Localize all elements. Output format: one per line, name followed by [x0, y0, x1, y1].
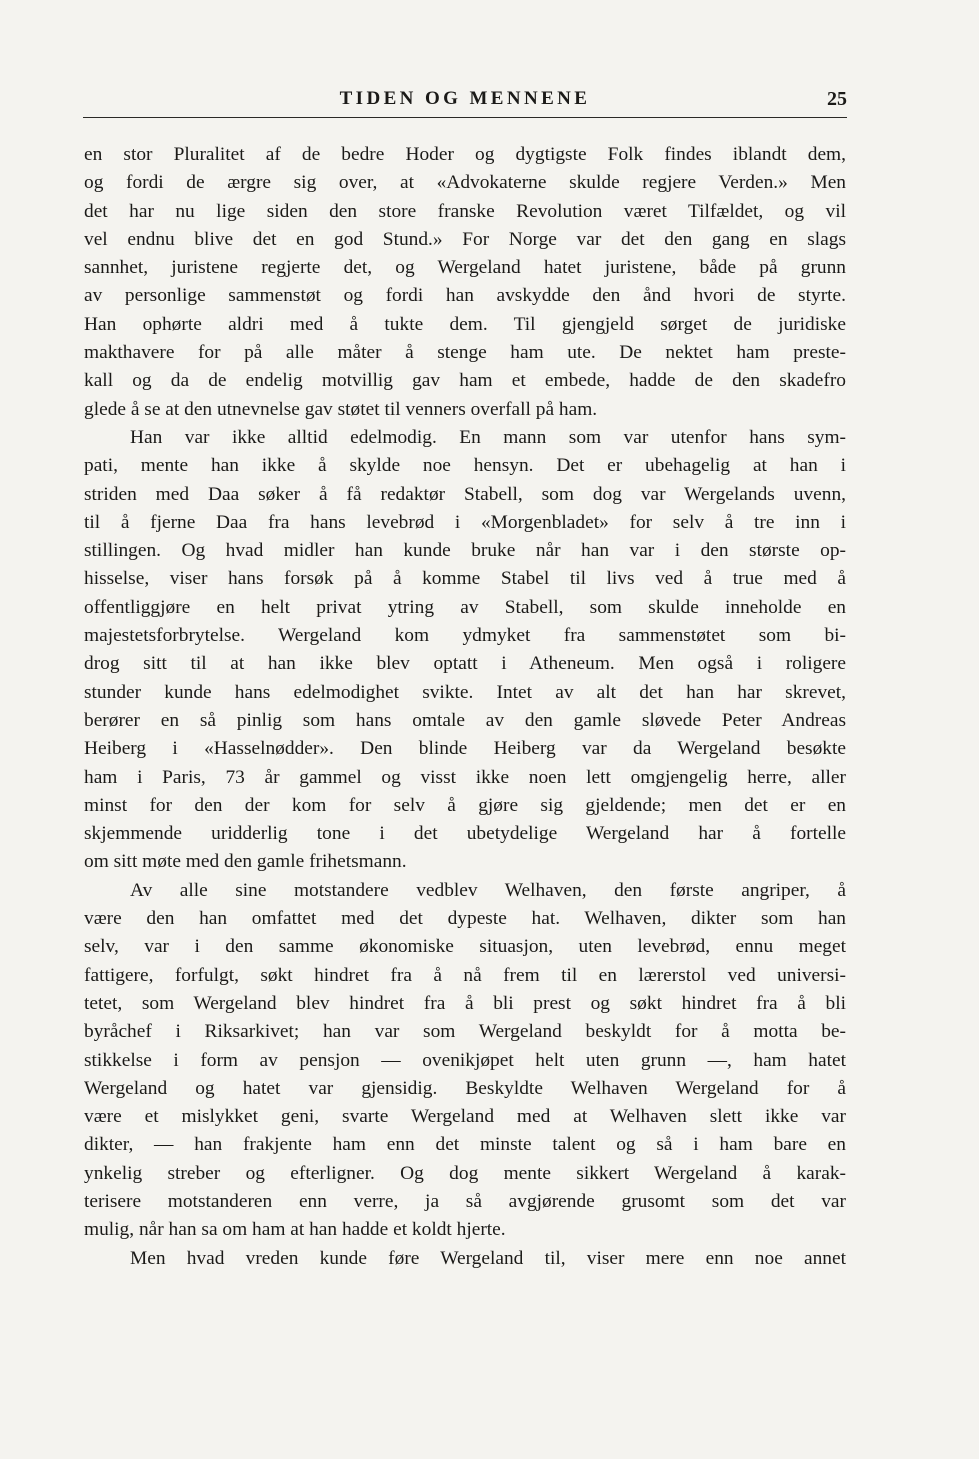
- text-line: Han ophørte aldri med å tukte dem. Til gjengjeld sørget de juridiske: [84, 313, 846, 335]
- text-line: være den han omfattet med det dypeste hat. Welhaven, dikter som han: [84, 908, 846, 930]
- text-line: terisere motstanderen enn verre, ja så avgjørende grusomt som det var: [84, 1190, 846, 1212]
- text-line: pati, mente han ikke å skylde noe hensyn. Det er ubehagelig at han i: [84, 455, 846, 477]
- text-line: striden med Daa søker å få redaktør Stabell, som dog var Wergelands uvenn,: [84, 483, 846, 505]
- text-line: minst for den der kom for selv å gjøre sig gjeldende; men det er en: [84, 794, 846, 816]
- text-line: mulig, når han sa om ham at han hadde et koldt hjerte.: [84, 1219, 506, 1241]
- text-line: glede å se at den utnevnelse gav støtet til venners overfall på ham.: [84, 398, 598, 420]
- text-line: byråchef i Riksarkivet; han var som Wergeland beskyldt for å motta be-: [84, 1021, 846, 1043]
- text-line: kall og da de endelig motvillig gav ham et embede, hadde de den skadefro: [84, 370, 846, 392]
- text-line: ham i Paris, 73 år gammel og visst ikke noen lett omgjengelig herre, aller: [84, 766, 846, 788]
- text-line: om sitt møte med den gamle frihetsmann.: [84, 851, 407, 873]
- text-line: Han var ikke alltid edelmodig. En mann som var utenfor hans sym-: [130, 426, 846, 448]
- running-head: [83, 86, 847, 116]
- text-line: stillingen. Og hvad midler han kunde bruke når han var i den største op-: [84, 540, 846, 562]
- text-line: og fordi de ærgre sig over, at «Advokaterne skulde regjere Verden.» Men: [84, 172, 846, 194]
- text-line: fattigere, forfulgt, søkt hindret fra å nå frem til en lærerstol ved universi-: [84, 964, 846, 986]
- text-line: Av alle sine motstandere vedblev Welhaven, den første angriper, å: [130, 879, 846, 901]
- text-line: vel endnu blive det en god Stund.» For Norge var det den gang en slags: [84, 228, 846, 250]
- text-line: ynkelig streber og efterligner. Og dog mente sikkert Wergeland å karak-: [84, 1162, 846, 1184]
- text-line: dikter, — han frakjente ham enn det minste talent og så i ham bare en: [84, 1134, 846, 1156]
- text-line: en stor Pluralitet af de bedre Hoder og dygtigste Folk findes iblandt dem,: [84, 144, 846, 165]
- page-number: 25: [827, 88, 847, 110]
- text-line: det har nu lige siden den store franske Revolution været Tilfældet, og vil: [84, 200, 846, 222]
- text-line: sannhet, juristene regjerte det, og Wergeland hatet juristene, både på grunn: [84, 257, 846, 279]
- text-line: hisselse, viser hans forsøk på å komme Stabel til livs ved å true med å: [84, 568, 846, 590]
- text-line: stunder kunde hans edelmodighet svikte. Intet av alt det han har skrevet,: [84, 681, 846, 703]
- body-text: [84, 141, 846, 1273]
- text-line: majestetsforbrytelse. Wergeland kom ydmyket fra sammenstøtet som bi-: [84, 625, 846, 647]
- text-line: makthavere for på alle måter å stenge ham ute. De nektet ham preste-: [84, 342, 846, 364]
- running-title: TIDEN OG MENNENE: [339, 88, 591, 109]
- text-line: offentliggjøre en helt privat ytring av Stabell, som skulde inneholde en: [84, 596, 846, 618]
- text-line: være et mislykket geni, svarte Wergeland med at Welhaven slett ikke var: [84, 1106, 846, 1128]
- text-line: drog sitt til at han ikke blev optatt i Atheneum. Men også i roligere: [84, 653, 846, 675]
- text-line: stikkelse i form av pensjon — ovenikjøpet helt uten grunn —, ham hatet: [84, 1049, 846, 1071]
- text-line: Heiberg i «Hasselnødder». Den blinde Heiberg var da Wergeland besøkte: [84, 738, 846, 760]
- text-line: Wergeland og hatet var gjensidig. Beskyldte Welhaven Wergeland for å: [84, 1077, 846, 1099]
- text-line: berører en så pinlig som hans omtale av den gamle sløvede Peter Andreas: [84, 709, 846, 731]
- text-line: selv, var i den samme økonomiske situasjon, uten levebrød, ennu meget: [84, 936, 846, 958]
- text-line: skjemmende uridderlig tone i det ubetydelige Wergeland har å fortelle: [84, 823, 846, 845]
- text-line: tetet, som Wergeland blev hindret fra å bli prest og søkt hindret fra å bli: [84, 992, 846, 1014]
- text-line: av personlige sammenstøt og fordi han avskydde den ånd hvori de styrte.: [84, 285, 846, 307]
- header-rule: [83, 117, 847, 118]
- text-line: til å fjerne Daa fra hans levebrød i «Morgenbladet» for selv å tre inn i: [84, 511, 846, 533]
- text-line: Men hvad vreden kunde føre Wergeland til, viser mere enn noe annet: [130, 1247, 846, 1269]
